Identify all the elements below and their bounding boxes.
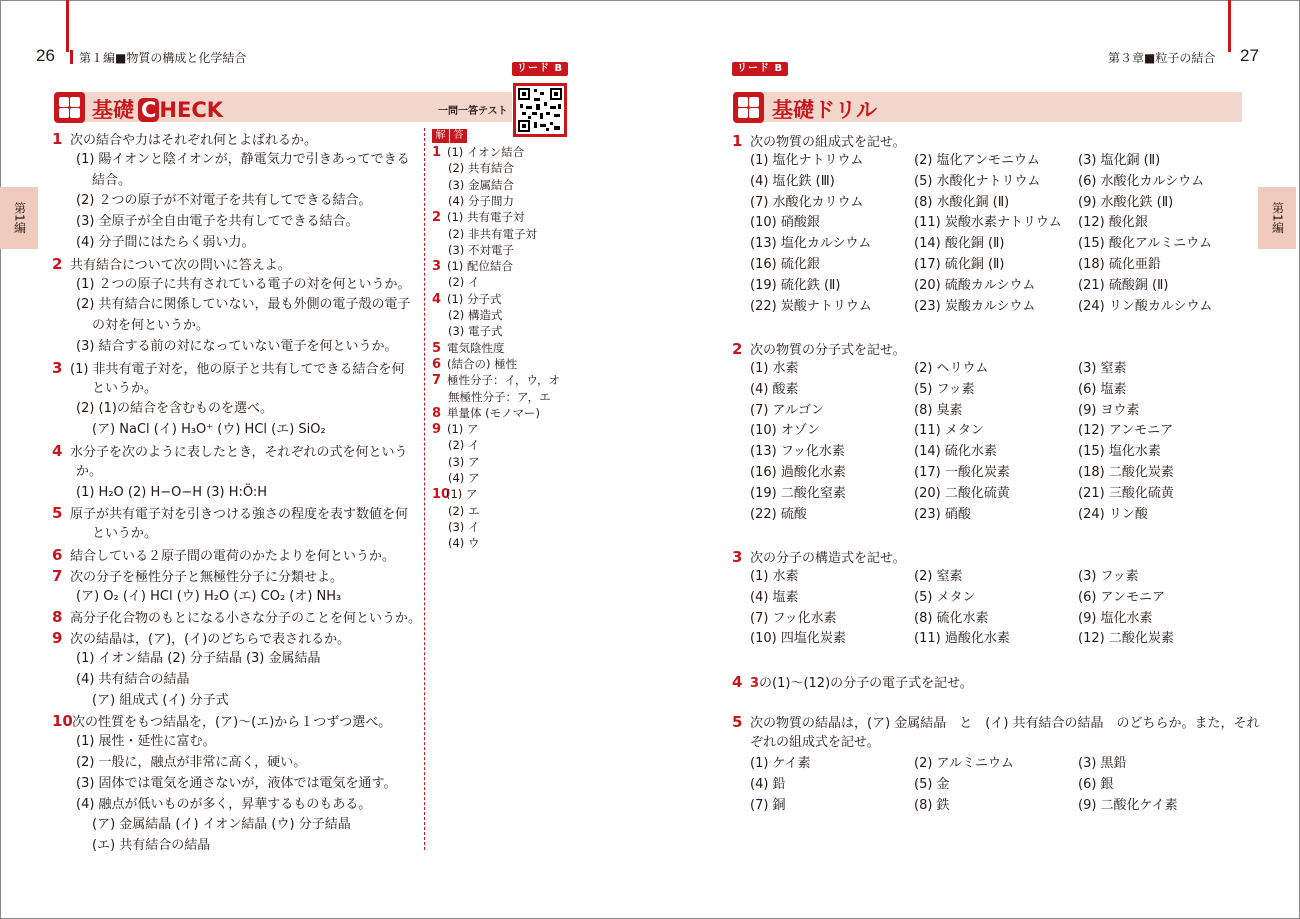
question-text: (4) 融点が低いものが多く，昇華するものもある。 — [76, 796, 372, 812]
answer-text: (2) 構造式 — [448, 308, 503, 322]
question-text: (ア) 組成式 (イ) 分子式 — [92, 692, 229, 708]
answer-item — [448, 389, 551, 405]
question-prompt: の(1)〜(12)の分子の電子式を記せ。 — [759, 676, 973, 691]
drill-item: (21) 硫酸銅 (Ⅱ) — [1078, 277, 1169, 293]
drill-item: (1) 水素 — [750, 361, 799, 376]
drill-item: (2) 窒素 — [914, 569, 963, 584]
drill-item: (4) 塩素 — [750, 589, 799, 605]
question-text: (2) ２つの原子が不対電子を共有してできる結合。 — [76, 193, 372, 209]
question-line — [76, 774, 397, 794]
answer-label-2: 答 — [450, 129, 467, 143]
answer-item — [432, 144, 524, 161]
question-text: (1) 非共有電子対を，他の原子と共有してできる結合を何 — [70, 361, 405, 377]
question-item — [52, 711, 391, 733]
question-text: (3) 固体では電気を通さないが，液体では電気を通す。 — [76, 775, 397, 791]
title-prefix: 基礎 — [92, 98, 134, 122]
question-text: (3) 結合する前の対になっていない電子を何というか。 — [76, 339, 398, 354]
answer-item — [432, 372, 560, 389]
drill-item: (9) 塩化水素 — [1078, 610, 1153, 626]
question-line — [92, 420, 326, 440]
drill-item: (11) 炭酸水素ナトリウム — [914, 215, 1062, 231]
answer-label-1: 解 — [432, 129, 449, 143]
drill-item: (13) 塩化カルシウム — [750, 236, 872, 252]
question-text: の対を何というか。 — [92, 318, 210, 334]
question-prompt: 次の分子の構造式を記せ。 — [750, 551, 906, 566]
answer-text: (1) 配位結合 — [447, 259, 513, 274]
answer-number: 10 — [432, 487, 451, 503]
question-line — [76, 732, 216, 752]
page-number-right: 27 — [1240, 46, 1259, 65]
answer-item — [448, 226, 537, 242]
drill-q1-heading — [732, 131, 906, 153]
question-line — [92, 316, 209, 336]
question-line — [76, 150, 410, 170]
drill-item: (6) アンモニア — [1078, 589, 1166, 605]
drill-q5-prompt-cont: ぞれの組成式を記せ。 — [750, 735, 880, 750]
answer-item — [448, 307, 502, 323]
drill-q4 — [732, 672, 973, 694]
question-line — [76, 275, 411, 295]
question-number: 4 — [732, 673, 743, 691]
question-text: というか。 — [92, 380, 158, 396]
section-title-right: 基礎ドリル — [772, 98, 877, 122]
drill-item: (20) 二酸化硫黄 — [914, 485, 1010, 501]
answer-item — [432, 421, 478, 438]
question-text: (エ) 共有結合の結晶 — [92, 838, 211, 854]
question-text: (1) イオン結晶 (2) 分子結晶 (3) 金属結晶 — [76, 651, 321, 666]
answer-text: 極性分子：イ，ウ，オ — [447, 373, 561, 388]
question-text: (1) 展性・延性に富む。 — [76, 734, 216, 750]
drill-item: (8) 臭素 — [914, 402, 963, 418]
drill-item: (24) リン酸カルシウム — [1078, 298, 1213, 314]
drill-item: (4) 鉛 — [750, 776, 786, 792]
drill-item: (5) フッ素 — [914, 381, 975, 397]
question-line — [76, 337, 398, 357]
drill-item: (21) 三酸化硫黄 — [1078, 485, 1174, 501]
question-prompt: 次の物質の結晶は，(ア) 金属結晶 と (イ) 共有結合の結晶 のどちらか。また，それ — [750, 716, 1260, 731]
question-number: 3 — [52, 358, 63, 377]
question-text: (ア) O₂ (イ) HCl (ウ) H₂O (エ) CO₂ (オ) NH₃ — [76, 588, 342, 604]
question-line — [92, 836, 210, 856]
question-number: 2 — [732, 340, 743, 358]
question-number: 6 — [52, 546, 63, 564]
question-text: 結合している２原子間の電荷のかたよりを何というか。 — [70, 549, 396, 564]
drill-item: (15) 酸化アルミニウム — [1078, 236, 1213, 252]
drill-item: (2) アルミニウム — [914, 756, 1014, 771]
drill-item: (18) 二酸化炭素 — [1078, 465, 1174, 480]
answer-item — [432, 340, 505, 357]
question-text: というか。 — [92, 526, 158, 542]
drill-item: (17) 一酸化炭素 — [914, 465, 1010, 480]
question-text: (1) ２つの原子に共有されている電子の対を何というか。 — [76, 276, 411, 292]
answer-number: 2 — [432, 210, 442, 226]
answer-text: (1) 分子式 — [447, 291, 502, 306]
answer-text: (3) 不対電子 — [448, 242, 514, 257]
answer-item — [432, 258, 513, 275]
drill-item: (23) 炭酸カルシウム — [914, 298, 1036, 314]
question-text: 共有結合について次の問いに答えよ。 — [70, 257, 291, 273]
drill-item: (2) ヘリウム — [914, 361, 989, 376]
answer-text: (3) イ — [448, 519, 480, 534]
drill-item: (5) メタン — [914, 589, 976, 605]
drill-item: (10) オゾン — [750, 423, 820, 439]
answer-item — [448, 535, 479, 551]
answer-item — [448, 160, 514, 176]
drill-item: (2) 塩化アンモニウム — [914, 153, 1040, 168]
question-line — [76, 670, 190, 690]
answer-item — [432, 405, 540, 422]
question-number: 7 — [52, 566, 63, 585]
question-line — [76, 191, 372, 211]
answer-item — [448, 454, 479, 470]
header-left — [70, 49, 246, 66]
question-line — [76, 399, 273, 419]
question-text: (3) 全原子が全自由電子を共有してできる結合。 — [76, 214, 359, 230]
drill-q5-heading — [732, 712, 1260, 734]
question-text: (4) 分子間にはたらく弱い力。 — [76, 235, 255, 250]
drill-item: (1) 水素 — [750, 569, 799, 584]
header-text: 第１編■物質の構成と化学結合 — [79, 51, 247, 65]
drill-item: (7) アルゴン — [750, 402, 825, 418]
drill-item: (8) 硫化水素 — [914, 610, 989, 626]
drill-item: (19) 二酸化窒素 — [750, 485, 846, 501]
question-number: 8 — [52, 608, 63, 627]
title-c-badge: C — [138, 98, 159, 122]
answer-item — [448, 323, 502, 339]
answer-number: 6 — [432, 356, 442, 372]
drill-item: (7) 銅 — [750, 797, 786, 813]
drill-item: (11) 過酸化水素 — [914, 631, 1010, 647]
question-item — [52, 545, 395, 567]
header-separator — [70, 50, 73, 64]
answer-number: 5 — [432, 340, 442, 356]
question-item — [52, 129, 317, 151]
drill-item: (14) 酸化銅 (Ⅱ) — [914, 236, 1005, 252]
question-line — [76, 795, 371, 815]
question-line — [92, 815, 351, 835]
drill-item: (3) フッ素 — [1078, 569, 1139, 584]
answer-item — [448, 242, 514, 258]
answer-text: 無極性分子：ア，エ — [448, 389, 551, 404]
drill-item: (5) 金 — [914, 776, 950, 792]
drill-item: (3) 塩化銅 (Ⅱ) — [1078, 153, 1161, 168]
qr-code-icon — [516, 86, 564, 134]
answer-item — [448, 503, 479, 519]
question-text: (1) 陽イオンと陰イオンが，静電気力で引きあってできる — [76, 151, 410, 167]
question-item — [52, 566, 343, 588]
answer-text: (2) イ — [448, 438, 480, 453]
question-number: 2 — [52, 254, 63, 273]
question-text: か。 — [76, 463, 103, 479]
drill-item: (7) 水酸化カリウム — [750, 194, 864, 210]
drill-item: (3) 黒鉛 — [1078, 756, 1127, 771]
question-line — [76, 295, 411, 315]
question-reference: 3 — [750, 676, 760, 691]
answer-text: (1) イオン結合 — [447, 145, 525, 159]
question-text: 水分子を次のように表したとき，それぞれの式を何という — [70, 445, 408, 460]
drill-item: (23) 硝酸 — [914, 506, 971, 522]
question-number: 5 — [52, 504, 63, 523]
question-number: 1 — [732, 132, 743, 150]
drill-item: (4) 酸素 — [750, 381, 799, 397]
page-edge-bar — [1228, 0, 1231, 52]
lead-tag-left: リード B — [512, 62, 568, 76]
answer-text: 単量体 (モノマー) — [447, 405, 541, 420]
answer-item — [432, 356, 517, 373]
question-number: 10 — [52, 712, 73, 731]
question-text: (ア) NaCl (イ) H₃O⁺ (ウ) HCl (エ) SiO₂ — [92, 422, 326, 438]
lead-tag-right: リード B — [732, 62, 788, 76]
drill-item: (12) 酸化銀 — [1078, 215, 1148, 231]
question-line — [76, 753, 306, 773]
answer-number: 3 — [432, 259, 442, 275]
drill-item: (12) アンモニア — [1078, 423, 1174, 439]
question-item — [52, 441, 407, 463]
question-item — [52, 607, 421, 629]
question-line — [92, 524, 157, 544]
drill-item: (11) メタン — [914, 423, 984, 439]
question-line — [92, 379, 157, 399]
answer-number: 1 — [432, 145, 442, 160]
question-line — [76, 649, 321, 669]
drill-item: (1) 塩化ナトリウム — [750, 153, 864, 168]
question-text: (1) H₂O (2) H−O−H (3) H:Ö:H — [76, 484, 268, 500]
drill-item: (7) フッ化水素 — [750, 610, 837, 626]
section-logo-icon — [733, 92, 764, 123]
question-text: 高分子化合物のもとになる小さな分子のことを何というか。 — [70, 611, 422, 627]
question-text: 次の性質をもつ結晶を，(ア)〜(エ)から１つずつ選べ。 — [72, 715, 392, 731]
question-number: 5 — [732, 713, 743, 731]
question-prompt: 次の物質の組成式を記せ。 — [750, 135, 906, 150]
question-text: (4) 共有結合の結晶 — [76, 671, 190, 687]
qr-code[interactable] — [513, 83, 567, 137]
drill-item: (22) 硫酸 — [750, 506, 807, 522]
drill-q2-heading — [732, 339, 906, 361]
question-line — [92, 171, 131, 191]
answer-text: (2) イ — [448, 275, 480, 290]
question-line — [76, 462, 102, 482]
answer-text: (4) ア — [448, 471, 480, 485]
answer-item — [448, 193, 514, 209]
answer-number: 7 — [432, 373, 442, 389]
question-text: 次の結合や力はそれぞれ何とよばれるか。 — [70, 133, 318, 148]
section-title-left — [92, 94, 223, 124]
drill-item: (19) 硫化鉄 (Ⅱ) — [750, 277, 841, 293]
drill-item: (5) 水酸化ナトリウム — [914, 173, 1041, 189]
answer-item — [432, 291, 501, 308]
side-tab-right: 第1編 — [1258, 187, 1296, 249]
drill-item: (8) 水酸化銅 (Ⅱ) — [914, 194, 1010, 210]
question-text: 次の結晶は，(ア)，(イ)のどちらで表されるか。 — [70, 632, 351, 648]
drill-item: (1) ケイ素 — [750, 756, 811, 771]
question-text: (ア) 金属結晶 (イ) イオン結晶 (ウ) 分子結晶 — [92, 817, 351, 833]
answer-text: (結合の) 極性 — [447, 356, 518, 371]
drill-item: (13) フッ化水素 — [750, 444, 845, 460]
side-tab-left: 第1編 — [0, 187, 38, 249]
answer-text: (3) 金属結合 — [448, 177, 514, 192]
drill-item: (4) 塩化鉄 (Ⅲ) — [750, 173, 835, 189]
answer-divider — [424, 128, 425, 850]
question-line — [92, 691, 229, 711]
drill-item: (3) 窒素 — [1078, 361, 1127, 376]
drill-item: (12) 二酸化炭素 — [1078, 631, 1174, 647]
answer-number: 9 — [432, 422, 442, 438]
question-text: (2) 共有結合に関係していない，最も外側の電子殻の電子 — [76, 297, 411, 313]
question-item — [52, 358, 405, 380]
drill-item: (18) 硫化亜鉛 — [1078, 257, 1161, 272]
drill-item: (20) 硫酸カルシウム — [914, 277, 1036, 293]
answer-label — [432, 129, 468, 143]
question-item — [52, 254, 291, 276]
question-text: (2) (1)の結合を含むものを選べ。 — [76, 401, 273, 417]
question-text: (2) 一般に，融点が非常に高く，硬い。 — [76, 755, 307, 770]
header-text: 第３章■粒子の結合 — [1108, 51, 1216, 65]
answer-item — [448, 274, 479, 290]
question-text: 原子が共有電子対を引きつける強さの程度を表す数値を何 — [70, 507, 409, 523]
drill-q3-heading — [732, 547, 906, 569]
drill-item: (9) 水酸化鉄 (Ⅱ) — [1078, 194, 1174, 210]
answer-item — [448, 470, 479, 486]
drill-item: (9) ヨウ素 — [1078, 402, 1140, 418]
answer-text: (2) 共有結合 — [448, 161, 514, 176]
question-number: 1 — [52, 130, 63, 148]
question-line — [76, 233, 255, 253]
drill-item: (16) 硫化銀 — [750, 257, 820, 272]
drill-item: (15) 塩化水素 — [1078, 444, 1161, 460]
answer-item — [432, 209, 524, 226]
question-prompt: 次の物質の分子式を記せ。 — [750, 343, 906, 358]
drill-item: (16) 過酸化水素 — [750, 465, 846, 480]
answer-text: (3) 電子式 — [448, 324, 503, 339]
answer-text: (3) ア — [448, 454, 480, 469]
question-number: 3 — [732, 548, 743, 566]
answer-number: 4 — [432, 291, 442, 307]
question-item — [52, 628, 350, 650]
drill-item: (22) 炭酸ナトリウム — [750, 298, 872, 314]
drill-item: (24) リン酸 — [1078, 506, 1148, 522]
answer-item — [448, 437, 479, 453]
answer-text: (1) ア — [447, 422, 479, 437]
answer-text: (2) エ — [448, 503, 480, 518]
page-number-left: 26 — [36, 46, 55, 65]
drill-item: (6) 銀 — [1078, 776, 1114, 792]
answer-text: 電気陰性度 — [447, 340, 505, 355]
drill-item: (14) 硫化水素 — [914, 444, 997, 460]
title-rest: HECK — [159, 98, 224, 122]
answer-item — [448, 519, 479, 535]
drill-item: (8) 鉄 — [914, 797, 950, 813]
section-logo-icon — [54, 92, 85, 123]
drill-item: (9) 二酸化ケイ素 — [1078, 797, 1178, 813]
drill-item: (6) 水酸化カルシウム — [1078, 173, 1205, 189]
question-line — [76, 587, 341, 607]
header-right — [1108, 49, 1215, 66]
answer-item — [448, 177, 514, 193]
answer-number: 8 — [432, 405, 442, 421]
question-number: 9 — [52, 629, 63, 648]
drill-item: (17) 硫化銅 (Ⅱ) — [914, 257, 1005, 272]
question-number: 4 — [52, 442, 63, 460]
drill-item: (10) 四塩化炭素 — [750, 631, 846, 647]
page-edge-bar — [66, 0, 69, 52]
question-line — [76, 212, 359, 232]
answer-text: (2) 非共有電子対 — [448, 226, 537, 241]
answer-text: (1) 共有電子対 — [447, 210, 525, 225]
drill-item: (6) 塩素 — [1078, 381, 1127, 397]
quick-test-label: 一問一答テスト — [438, 106, 508, 117]
drill-item: (10) 硝酸銀 — [750, 215, 820, 231]
answer-text: (1) ア — [446, 487, 478, 502]
question-text: 次の分子を極性分子と無極性分子に分類せよ。 — [70, 569, 344, 585]
answer-text: (4) ウ — [448, 536, 480, 551]
question-line — [76, 483, 267, 503]
question-item — [52, 503, 408, 525]
answer-item — [432, 486, 477, 503]
question-text: 結合。 — [92, 172, 132, 188]
answer-text: (4) 分子間力 — [448, 193, 514, 208]
